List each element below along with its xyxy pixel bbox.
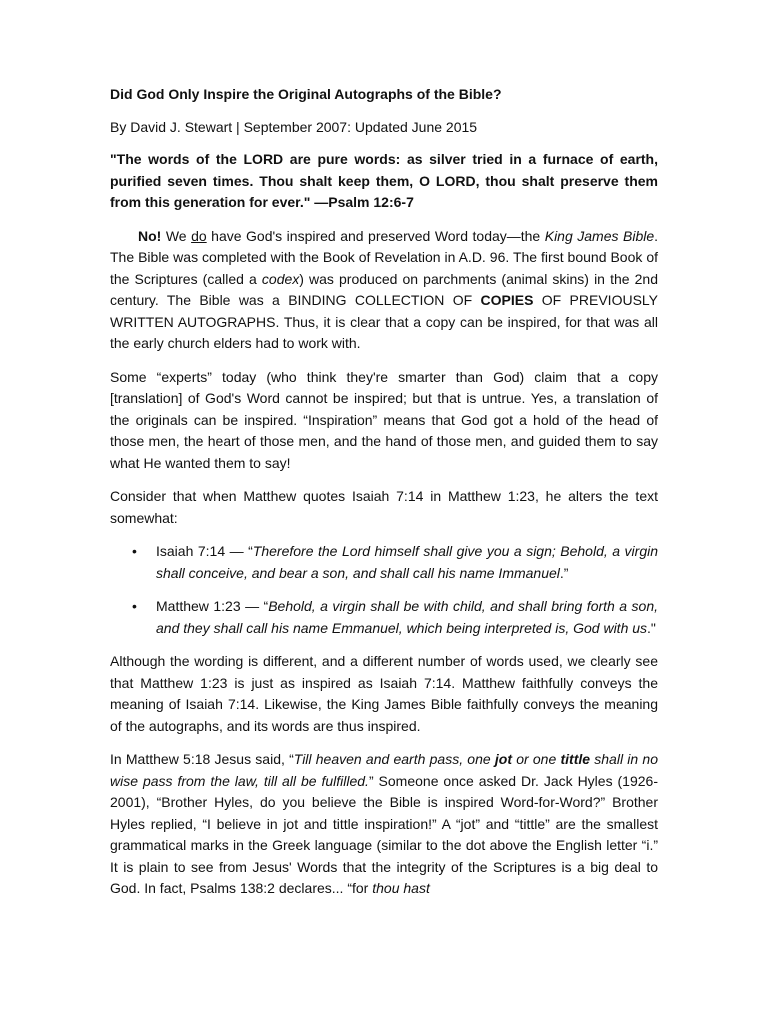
epigraph [110,149,658,214]
quote-end: .” [559,564,569,581]
paragraph-4: Although the wording is different, and a different number of words used, we clearly see that Matthew 1:23 is just as inspired as Isaiah 7:14. Matthew faithfully conveys the meaning of Isaiah 7:14. Likewise, the King James Bible faithfully conveys the meaning of the autographs, and its words are thus inspired. [110,653,658,734]
scripture-quote: Behold, a virgin shall be with child, and shall bring forth a son, and they shall call his name Emmanuel, which being interpreted is, God with us [156,598,658,636]
kjb-title: King James Bible [544,227,655,244]
byline: By David J. Stewart | September 2007: Updated June 2015 [110,118,478,135]
list-item [132,596,658,639]
document-title: Did God Only Inspire the Original Autographs of the Bible? [110,86,502,102]
emphasis-tittle: tittle [560,751,591,767]
bullet-icon: • [132,598,137,614]
paragraph-text: ” Someone once asked Dr. Jack Hyles (1926-2001), “Brother Hyles, do you believe the Bible is inspired Word-for-Word?” Brother Hyles replied, “I believe in jot and tittle inspiration!” A “jot” and “tittle” are the smallest grammatical marks in the Greek language (similar to the dot above the English letter “i.” It is plain to see from Jesus' Words that the integrity of the Scriptures is a big deal to God. In fact, Psalms 138:2 declares... “for [110,772,658,896]
epigraph-text: "The words of the LORD are pure words: as silver tried in a furnace of earth, purified seven times. Thou shalt keep them, O LORD, thou shalt preserve them from this generation for ever." [110,151,658,210]
scripture-quote: Till heaven and earth pass, one [293,751,495,767]
emphasis-jot: jot [494,751,512,767]
scripture-quote: thou hast [372,880,430,896]
epigraph-citation: —Psalm 12:6-7 [310,194,414,210]
paragraph-5 [110,749,658,900]
paragraph-3: Consider that when Matthew quotes Isaiah 7:14 in Matthew 1:23, he alters the text somewhat: [110,488,658,526]
quote-end: ." [647,619,656,636]
emphasis-do: do [191,227,207,244]
codex-term: codex [261,270,300,287]
scripture-ref: Isaiah 7:14 — “ [156,543,253,559]
paragraph-text: . The Bible was completed with the Book of Revelation in A.D. 96. The first bound Book of the Scriptures (called a [110,227,659,287]
document-body [110,84,658,912]
paragraph-text: OF PREVIOUSLY WRITTEN AUTOGRAPHS. Thus, it is clear that a copy can be inspired, for that was all the early church elders had to work with. [110,292,658,351]
list-item [132,541,659,584]
scripture-ref: Matthew 1:23 — “ [156,598,269,614]
paragraph-text: In Matthew 5:18 Jesus said, “ [110,751,294,767]
paragraph-text: have God's inspired and preserved Word today—the [206,227,545,244]
scripture-list [110,541,658,639]
bullet-icon: • [132,543,137,559]
paragraph-text: ) was produced on parchments (animal skins) in the 2nd century. The Bible was a BINDING COLLECTION OF [110,270,658,308]
paragraph-1 [110,226,658,355]
emphasis-no: No! [138,227,162,244]
paragraph-2: Some “experts” today (who think they're smarter than God) claim that a copy [translation] of God's Word cannot be inspired; but that is untrue. Yes, a translation of the originals can be inspired. “Inspiration” means that God got a hold of the head of those men, the heart of those men, and the hand of those men, and guided them to say what He wanted them to say! [110,368,658,471]
scripture-quote: or one [512,751,561,767]
paragraph-text: We [161,227,192,244]
scripture-quote: shall in no wise pass from the law, till all be fulfilled. [110,751,658,789]
scripture-quote: Therefore the Lord himself shall give you a sign; Behold, a virgin shall conceive, and bear a son, and shall call his name Immanuel [156,543,659,581]
emphasis-copies: COPIES [480,292,534,308]
